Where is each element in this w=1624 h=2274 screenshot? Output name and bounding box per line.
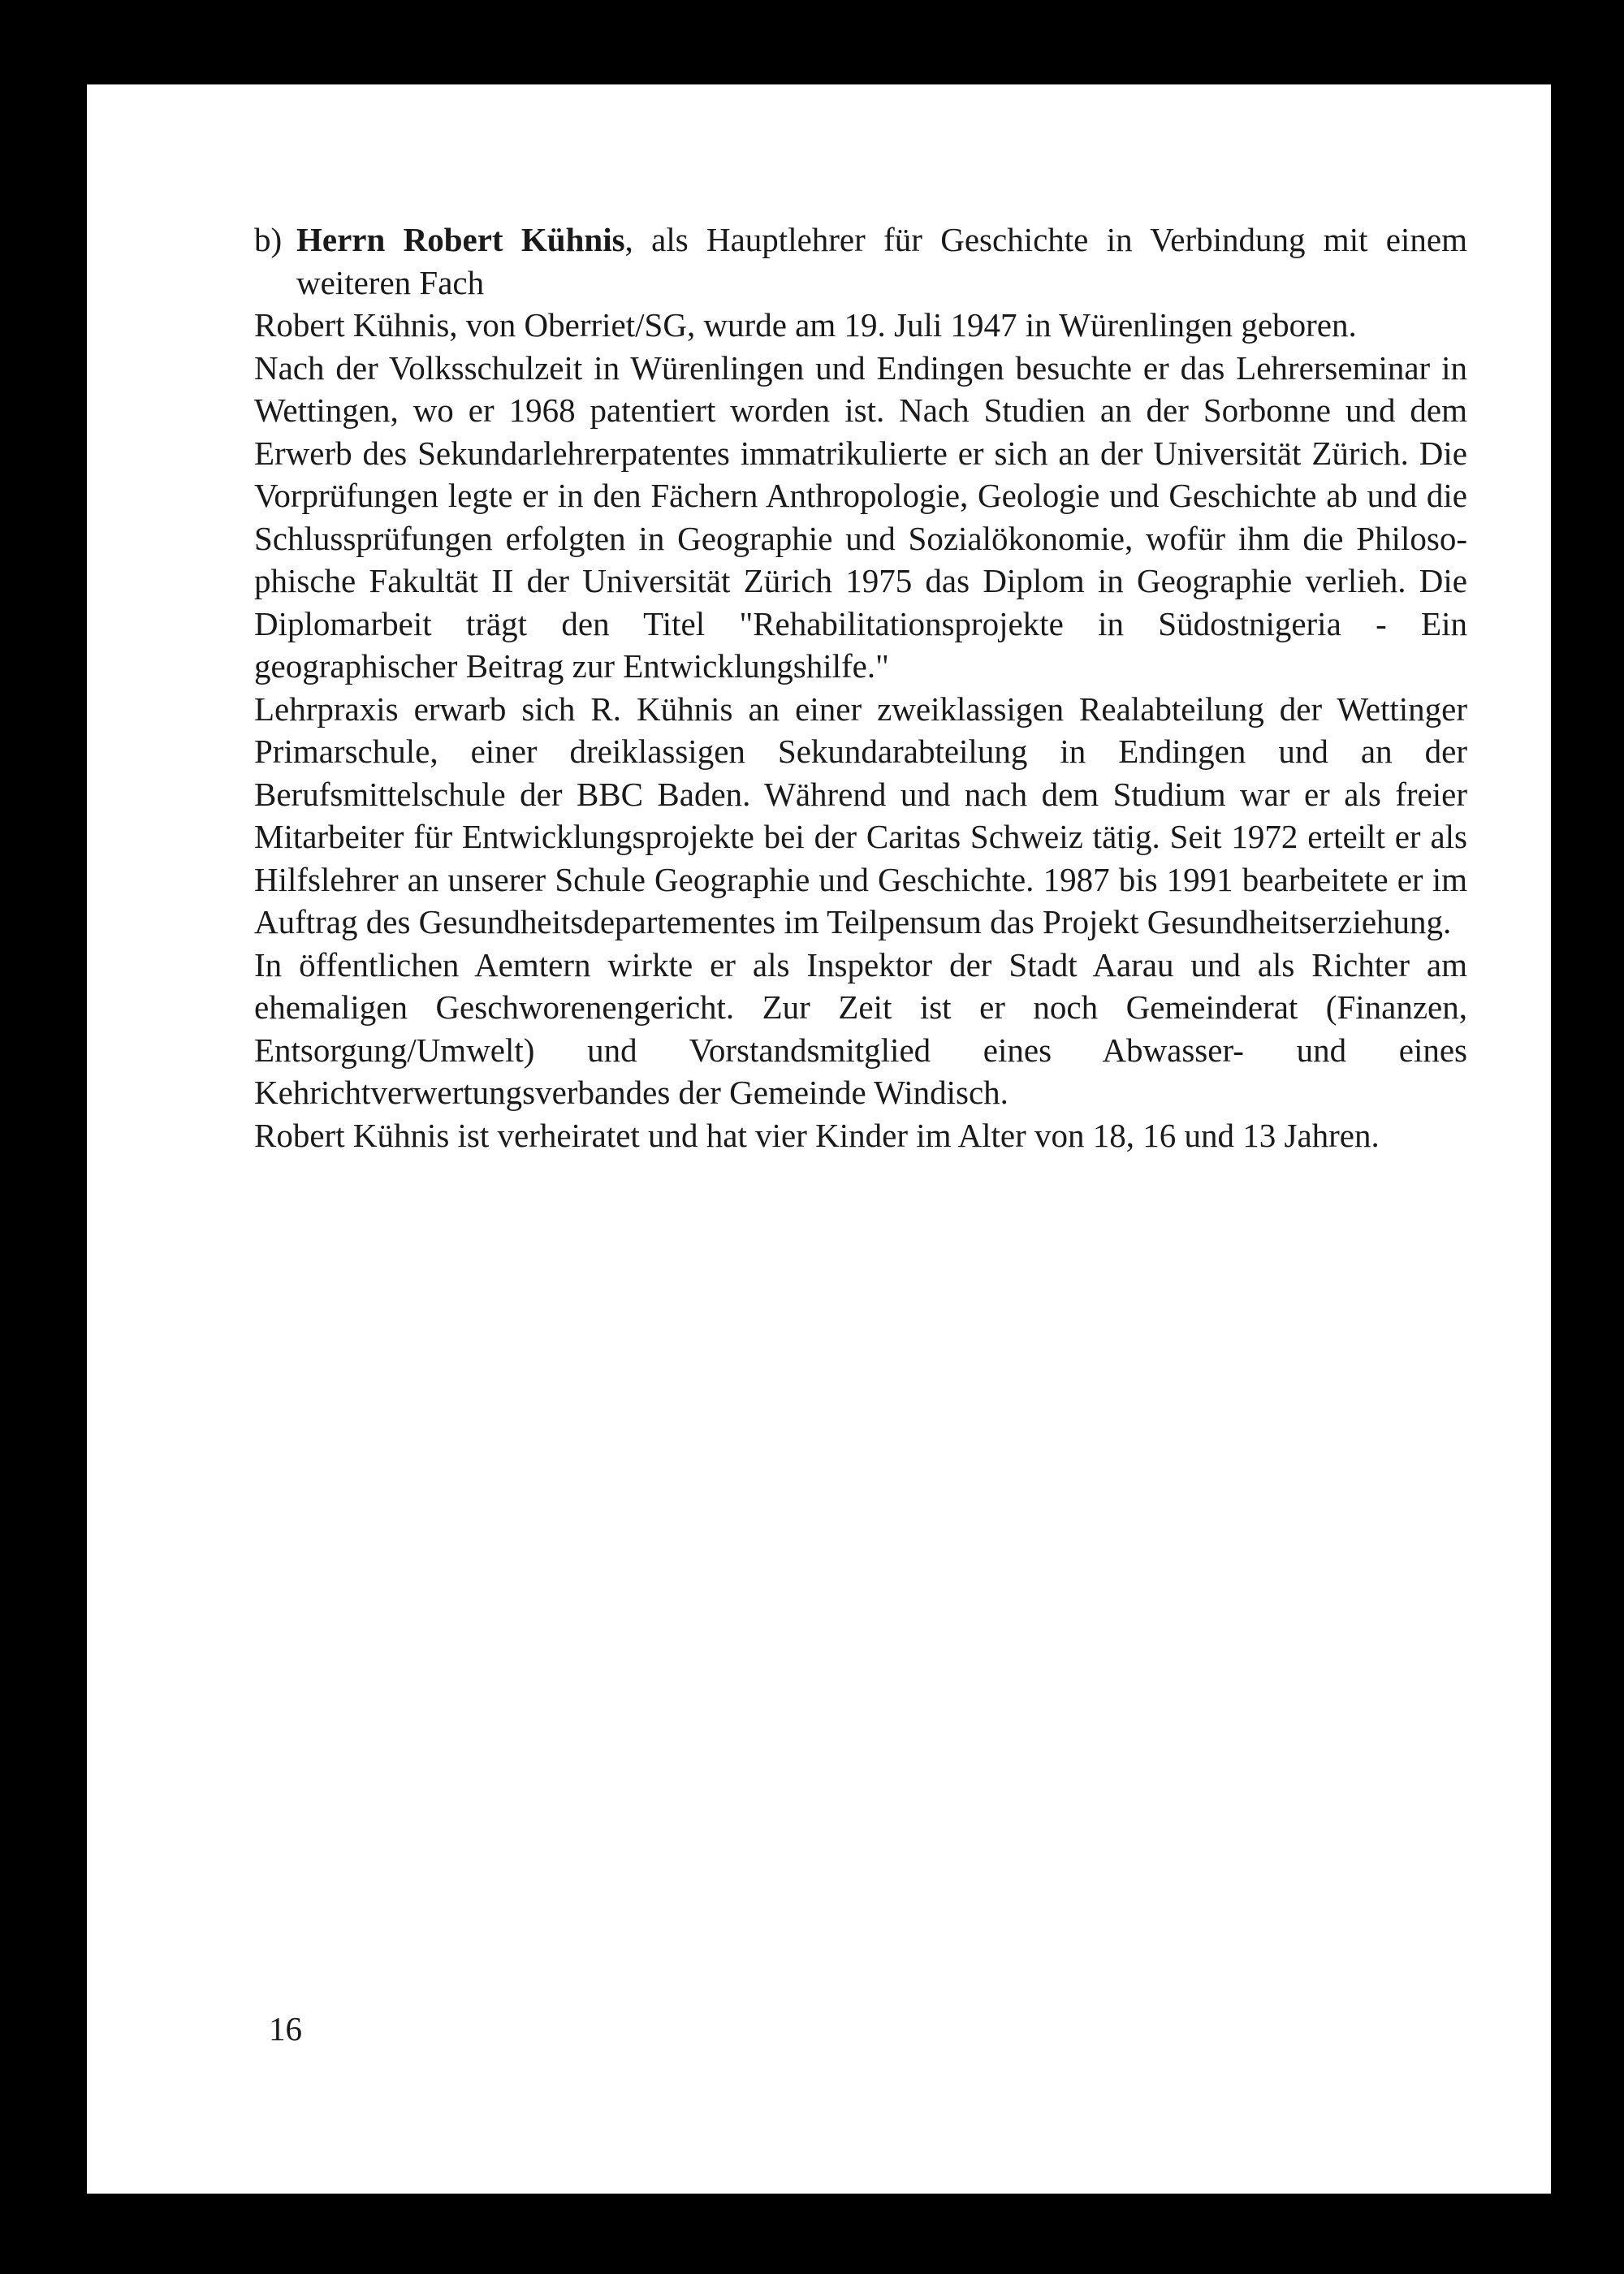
paragraph-education: Nach der Volksschulzeit in Würenlingen und Endingen besuchte er das Lehrerseminar in Wettingen, wo er 1968 patentiert worden ist. Nach Studien an der Sorbonne und dem Erwerb des Sekundarlehrerpatentes immatrikulierte er sich an der Universität Zürich. Die Vorprüfungen legte er in den Fächern Anthropologie, Geologie und Geschichte ab und die Schlussprüfungen erfolgten in Geographie und Sozialökonomie, wofür ihm die Philosophische Fakultät II der Universität Zürich 1975 das Diplom in Geographie verlieh. Die Diplomarbeit trägt den Titel "Rehabilitationsprojekte in Südostnigeria - Ein geographischer Beitrag zur Entwicklungshilfe." (254, 348, 1467, 685)
document-page (87, 84, 1551, 2194)
section-label: b) (254, 221, 283, 258)
section-heading (254, 218, 1467, 304)
heading-description: , als Hauptlehrer für Geschichte in Verbindung mit einem weiteren Fach (296, 221, 1467, 301)
page-content (254, 218, 1467, 1156)
paragraph-family: Robert Kühnis ist verheiratet und hat vier Kinder im Alter von 18, 16 und 13 Jahren. (254, 1116, 1380, 1154)
person-name: Herrn Robert Kühnis (296, 221, 625, 258)
paragraph-origin: Robert Kühnis, von Oberriet/SG, wurde am 19. Juli 1947 in Würenlingen geboren. (254, 306, 1357, 344)
paragraph-public-offices: In öffentlichen Aemtern wirkte er als Inspektor der Stadt Aarau und als Richter am ehemaligen Geschworenengericht. Zur Zeit ist er noch Gemeinderat (Finanzen, Entsorgung/Umwelt) und Vorstandsmitglied eines Abwasser- und eines Kehrichtverwertungsverbandes der Gemeinde Windisch. (254, 945, 1467, 1111)
paragraph-teaching-practice: Lehrpraxis erwarb sich R. Kühnis an einer zweiklassigen Realabteilung der Wettinger Primarschule, einer dreiklassigen Sekundarabteilung in Endingen und an der Berufsmittelschule der BBC Baden. Während und nach dem Studium war er als freier Mitarbeiter für Entwicklungsprojekte bei der Caritas Schweiz tätig. Seit 1972 erteilt er als Hilfslehrer an unserer Schule Geographie und Geschichte. 1987 bis 1991 bearbeitete er im Auftrag des Gesundheitsdepartementes im Teilpensum das Projekt Gesundheitserziehung. (254, 690, 1467, 940)
page-number: 16 (269, 2010, 302, 2047)
